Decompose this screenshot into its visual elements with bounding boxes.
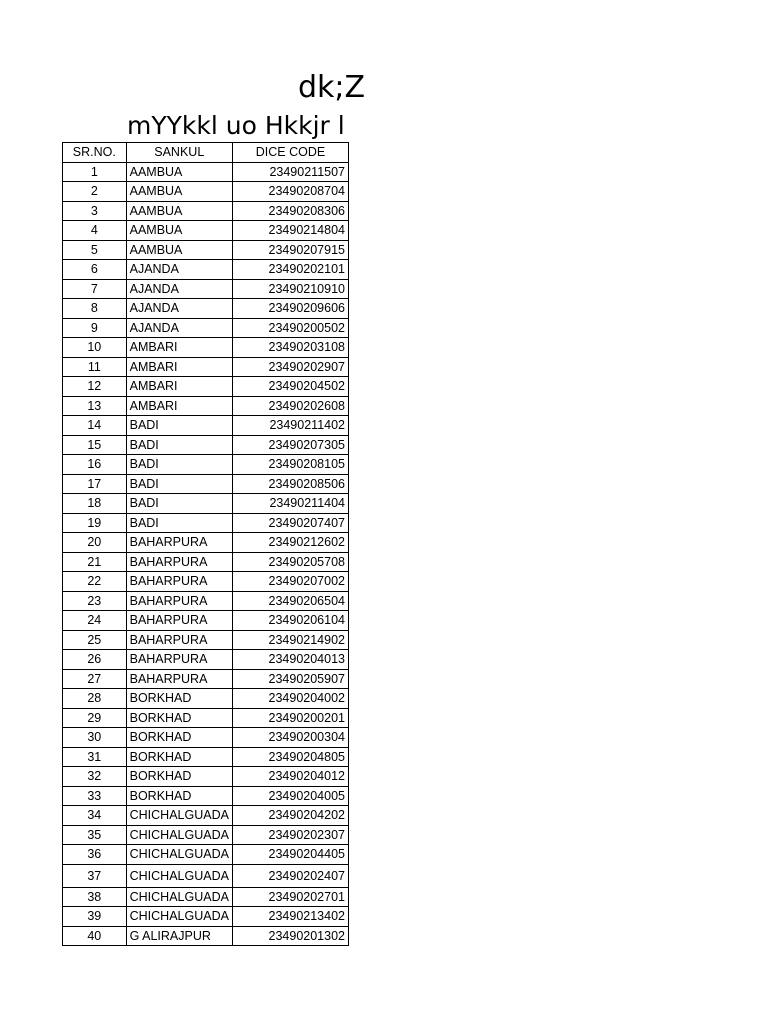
dice-code-cell: 23490207002 — [232, 572, 348, 592]
sankul-cell: BAHARPURA — [126, 669, 232, 689]
sankul-cell: G ALIRAJPUR — [126, 926, 232, 946]
sankul-cell: BADI — [126, 455, 232, 475]
dice-code-cell: 23490202407 — [232, 864, 348, 887]
table-row — [63, 887, 349, 907]
sankul-cell: AJANDA — [126, 299, 232, 319]
table-row — [63, 162, 349, 182]
sankul-cell: BORKHAD — [126, 786, 232, 806]
dice-code-cell: 23490207407 — [232, 513, 348, 533]
document-subtitle: mYYkkl uo Hkkjr l — [127, 111, 345, 140]
table-row — [63, 572, 349, 592]
sr-no-cell: 39 — [63, 907, 127, 927]
sankul-cell: AAMBUA — [126, 182, 232, 202]
sankul-cell: CHICHALGUADA — [126, 825, 232, 845]
header-dice-code: DICE CODE — [232, 143, 348, 163]
document-page — [0, 0, 366, 1024]
sankul-cell: BAHARPURA — [126, 611, 232, 631]
table-row — [63, 260, 349, 280]
sr-no-cell: 36 — [63, 845, 127, 865]
dice-code-cell: 23490202101 — [232, 260, 348, 280]
dice-code-cell: 23490200201 — [232, 708, 348, 728]
dice-code-cell: 23490213402 — [232, 907, 348, 927]
table-row — [63, 338, 349, 358]
table-row — [63, 611, 349, 631]
sr-no-cell: 13 — [63, 396, 127, 416]
table-row — [63, 221, 349, 241]
table-row — [63, 494, 349, 514]
sankul-cell: BAHARPURA — [126, 630, 232, 650]
dice-code-cell: 23490214902 — [232, 630, 348, 650]
dice-code-cell: 23490204405 — [232, 845, 348, 865]
sr-no-cell: 10 — [63, 338, 127, 358]
table-row — [63, 455, 349, 475]
table-body — [63, 162, 349, 946]
table-row — [63, 926, 349, 946]
sr-no-cell: 24 — [63, 611, 127, 631]
sankul-cell: CHICHALGUADA — [126, 887, 232, 907]
dice-code-cell: 23490206504 — [232, 591, 348, 611]
sankul-cell: AAMBUA — [126, 162, 232, 182]
table-row — [63, 474, 349, 494]
sankul-cell: AJANDA — [126, 260, 232, 280]
dice-code-cell: 23490214804 — [232, 221, 348, 241]
sr-no-cell: 33 — [63, 786, 127, 806]
dice-code-cell: 23490204005 — [232, 786, 348, 806]
table-row — [63, 416, 349, 436]
dice-code-cell: 23490202907 — [232, 357, 348, 377]
dice-code-cell: 23490208306 — [232, 201, 348, 221]
table-row — [63, 747, 349, 767]
dice-code-cell: 23490203108 — [232, 338, 348, 358]
sr-no-cell: 38 — [63, 887, 127, 907]
dice-code-cell: 23490202307 — [232, 825, 348, 845]
sr-no-cell: 14 — [63, 416, 127, 436]
sr-no-cell: 31 — [63, 747, 127, 767]
table-row — [63, 728, 349, 748]
table-row — [63, 708, 349, 728]
dice-code-cell: 23490208105 — [232, 455, 348, 475]
sr-no-cell: 30 — [63, 728, 127, 748]
sr-no-cell: 12 — [63, 377, 127, 397]
sr-no-cell: 40 — [63, 926, 127, 946]
sr-no-cell: 6 — [63, 260, 127, 280]
dice-code-cell: 23490202701 — [232, 887, 348, 907]
table-row — [63, 201, 349, 221]
table-row — [63, 357, 349, 377]
sr-no-cell: 28 — [63, 689, 127, 709]
sr-no-cell: 16 — [63, 455, 127, 475]
sankul-cell: BAHARPURA — [126, 650, 232, 670]
dice-code-cell: 23490207305 — [232, 435, 348, 455]
sr-no-cell: 15 — [63, 435, 127, 455]
dice-code-cell: 23490204012 — [232, 767, 348, 787]
sr-no-cell: 2 — [63, 182, 127, 202]
header-sankul: SANKUL — [126, 143, 232, 163]
table-row — [63, 825, 349, 845]
dice-code-cell: 23490204202 — [232, 806, 348, 826]
table-row — [63, 650, 349, 670]
header-sr-no: SR.NO. — [63, 143, 127, 163]
dice-code-cell: 23490209606 — [232, 299, 348, 319]
dice-code-cell: 23490201302 — [232, 926, 348, 946]
sankul-cell: BAHARPURA — [126, 552, 232, 572]
sankul-cell: AMBARI — [126, 396, 232, 416]
sankul-cell: CHICHALGUADA — [126, 864, 232, 887]
sankul-cell: BORKHAD — [126, 689, 232, 709]
sr-no-cell: 7 — [63, 279, 127, 299]
dice-code-cell: 23490205907 — [232, 669, 348, 689]
sr-no-cell: 1 — [63, 162, 127, 182]
sankul-cell: CHICHALGUADA — [126, 845, 232, 865]
table-row — [63, 299, 349, 319]
table-row — [63, 907, 349, 927]
table-row — [63, 786, 349, 806]
sankul-cell: BAHARPURA — [126, 572, 232, 592]
table-row — [63, 591, 349, 611]
sr-no-cell: 25 — [63, 630, 127, 650]
dice-code-cell: 23490210910 — [232, 279, 348, 299]
table-row — [63, 767, 349, 787]
sr-no-cell: 4 — [63, 221, 127, 241]
sankul-cell: BAHARPURA — [126, 533, 232, 553]
sr-no-cell: 5 — [63, 240, 127, 260]
sr-no-cell: 27 — [63, 669, 127, 689]
sankul-cell: BORKHAD — [126, 747, 232, 767]
table-header-row — [63, 143, 349, 163]
sr-no-cell: 32 — [63, 767, 127, 787]
sankul-cell: AJANDA — [126, 279, 232, 299]
sankul-cell: BORKHAD — [126, 728, 232, 748]
table-row — [63, 182, 349, 202]
sr-no-cell: 21 — [63, 552, 127, 572]
table-row — [63, 377, 349, 397]
sankul-cell: BADI — [126, 435, 232, 455]
sr-no-cell: 34 — [63, 806, 127, 826]
table-row — [63, 318, 349, 338]
sr-no-cell: 11 — [63, 357, 127, 377]
table-row — [63, 396, 349, 416]
table-row — [63, 533, 349, 553]
table-row — [63, 279, 349, 299]
sankul-cell: AAMBUA — [126, 221, 232, 241]
dice-code-cell: 23490200502 — [232, 318, 348, 338]
table-row — [63, 864, 349, 887]
sankul-cell: AJANDA — [126, 318, 232, 338]
dice-code-cell: 23490211404 — [232, 494, 348, 514]
sankul-cell: AAMBUA — [126, 201, 232, 221]
dice-code-cell: 23490200304 — [232, 728, 348, 748]
dice-code-cell: 23490208506 — [232, 474, 348, 494]
dice-code-cell: 23490204805 — [232, 747, 348, 767]
sr-no-cell: 35 — [63, 825, 127, 845]
sr-no-cell: 22 — [63, 572, 127, 592]
sr-no-cell: 20 — [63, 533, 127, 553]
table-row — [63, 240, 349, 260]
sr-no-cell: 23 — [63, 591, 127, 611]
dice-code-cell: 23490204502 — [232, 377, 348, 397]
sankul-cell: BORKHAD — [126, 767, 232, 787]
sr-no-cell: 17 — [63, 474, 127, 494]
document-title: dk;Z — [298, 70, 366, 105]
table-row — [63, 513, 349, 533]
sankul-cell: AMBARI — [126, 338, 232, 358]
table-row — [63, 435, 349, 455]
sankul-cell: BAHARPURA — [126, 591, 232, 611]
dice-code-cell: 23490204002 — [232, 689, 348, 709]
table-row — [63, 806, 349, 826]
table-row — [63, 845, 349, 865]
sr-no-cell: 37 — [63, 864, 127, 887]
sr-no-cell: 9 — [63, 318, 127, 338]
sankul-cell: BADI — [126, 474, 232, 494]
dice-code-cell: 23490208704 — [232, 182, 348, 202]
sankul-cell: AAMBUA — [126, 240, 232, 260]
dice-code-cell: 23490206104 — [232, 611, 348, 631]
dice-code-cell: 23490205708 — [232, 552, 348, 572]
sankul-cell: BADI — [126, 494, 232, 514]
sankul-cell: BADI — [126, 416, 232, 436]
sr-no-cell: 3 — [63, 201, 127, 221]
sr-no-cell: 19 — [63, 513, 127, 533]
sankul-cell: CHICHALGUADA — [126, 806, 232, 826]
sankul-cell: BADI — [126, 513, 232, 533]
sankul-cell: BORKHAD — [126, 708, 232, 728]
sr-no-cell: 8 — [63, 299, 127, 319]
table-row — [63, 669, 349, 689]
table-row — [63, 630, 349, 650]
school-list-table — [62, 142, 349, 946]
table-row — [63, 689, 349, 709]
sr-no-cell: 18 — [63, 494, 127, 514]
sr-no-cell: 26 — [63, 650, 127, 670]
dice-code-cell: 23490212602 — [232, 533, 348, 553]
dice-code-cell: 23490202608 — [232, 396, 348, 416]
dice-code-cell: 23490204013 — [232, 650, 348, 670]
dice-code-cell: 23490207915 — [232, 240, 348, 260]
dice-code-cell: 23490211507 — [232, 162, 348, 182]
table-row — [63, 552, 349, 572]
sankul-cell: AMBARI — [126, 357, 232, 377]
sankul-cell: AMBARI — [126, 377, 232, 397]
dice-code-cell: 23490211402 — [232, 416, 348, 436]
sr-no-cell: 29 — [63, 708, 127, 728]
sankul-cell: CHICHALGUADA — [126, 907, 232, 927]
